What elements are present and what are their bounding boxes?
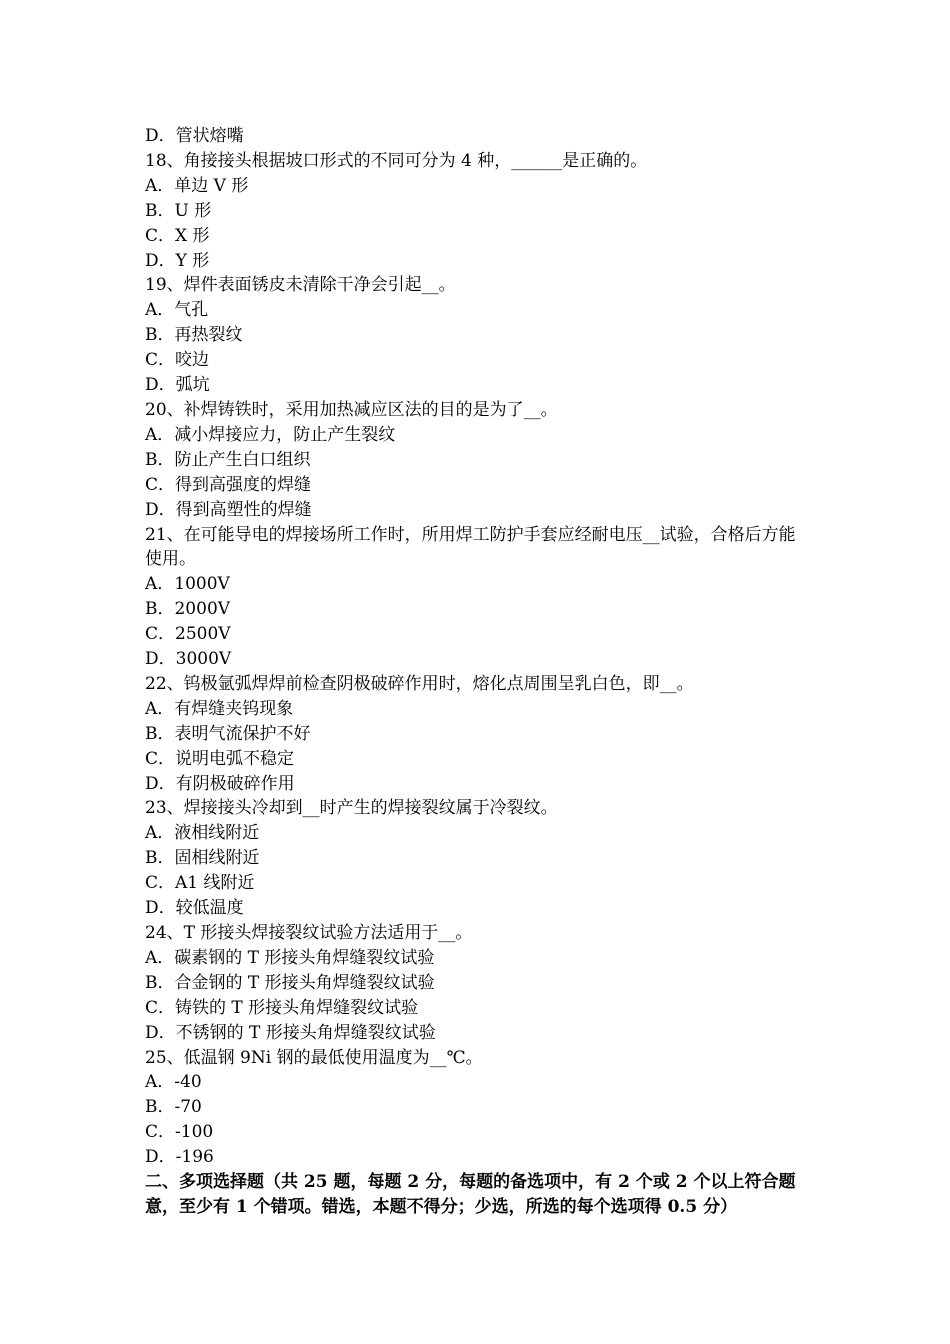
option-text: D．得到高塑性的焊缝 [145,499,312,520]
option-text: B．表明气流保护不好 [145,723,311,744]
option-text: A．-40 [145,1072,202,1093]
document-body [145,124,810,1220]
option-text: C．-100 [145,1122,214,1143]
section-heading: 二、多项选择题（共 25 题，每题 2 分，每题的备选项中，有 2 个或 2 个以上符合题意，至少有 1 个错项。错选，本题不得分；少选，所选的每个选项得 0.5 分） [145,1172,796,1218]
option-text: C．咬边 [145,350,210,371]
option-text: B．合金钢的 T 形接头角焊缝裂纹试验 [145,972,435,993]
question-text: 23、焊接接头冷却到__时产生的焊接裂纹属于冷裂纹。 [145,798,558,819]
question-text: 19、焊件表面锈皮未清除干净会引起__。 [145,275,456,296]
option-text: D．较低温度 [145,898,244,919]
question-text: 20、补焊铸铁时，采用加热减应区法的目的是为了__。 [145,399,558,420]
option-text: C．得到高强度的焊缝 [145,474,312,495]
option-text: A．减小焊接应力，防止产生裂纹 [145,424,396,445]
question-text: 18、角接接头根据坡口形式的不同可分为 4 种，______是正确的。 [145,150,648,171]
option-text: C．A1 线附近 [145,873,255,894]
option-text: C．2500V [145,624,231,645]
question-text: 22、钨极氩弧焊焊前检查阴极破碎作用时，熔化点周围呈乳白色，即__。 [145,673,694,694]
option-text: C．说明电弧不稳定 [145,748,295,769]
option-text: D．-196 [145,1147,214,1168]
option-text: A．液相线附近 [145,823,260,844]
option-text: B．U 形 [145,200,212,221]
option-text: D．有阴极破碎作用 [145,773,295,794]
option-text: B．-70 [145,1097,202,1118]
question-text: 21、在可能导电的焊接场所工作时，所用焊工防护手套应经耐电压__试验，合格后方能使用。 [145,524,796,570]
option-text: A．单边 V 形 [145,175,249,196]
question-text: 24、T 形接头焊接裂纹试验方法适用于__。 [145,923,473,943]
option-text: B．防止产生白口组织 [145,449,311,470]
option-text: B．再热裂纹 [145,325,243,346]
option-text: C．X 形 [145,225,210,246]
option-text: D．3000V [145,649,232,670]
option-text: D．弧坑 [145,375,210,396]
option-text: A．气孔 [145,300,209,321]
option-text: A．有焊缝夹钨现象 [145,698,294,719]
option-text: B．2000V [145,599,231,620]
option-text: D．管状熔嘴 [145,126,244,146]
option-text: D．不锈钢的 T 形接头角焊缝裂纹试验 [145,1022,436,1043]
question-text: 25、低温钢 9Ni 钢的最低使用温度为__℃。 [145,1047,483,1068]
option-text: C．铸铁的 T 形接头角焊缝裂纹试验 [145,997,419,1018]
option-text: A．碳素钢的 T 形接头角焊缝裂纹试验 [145,947,435,968]
option-text: B．固相线附近 [145,848,260,869]
option-text: D．Y 形 [145,250,210,271]
question-list [145,124,810,1170]
option-text: A．1000V [145,574,230,595]
